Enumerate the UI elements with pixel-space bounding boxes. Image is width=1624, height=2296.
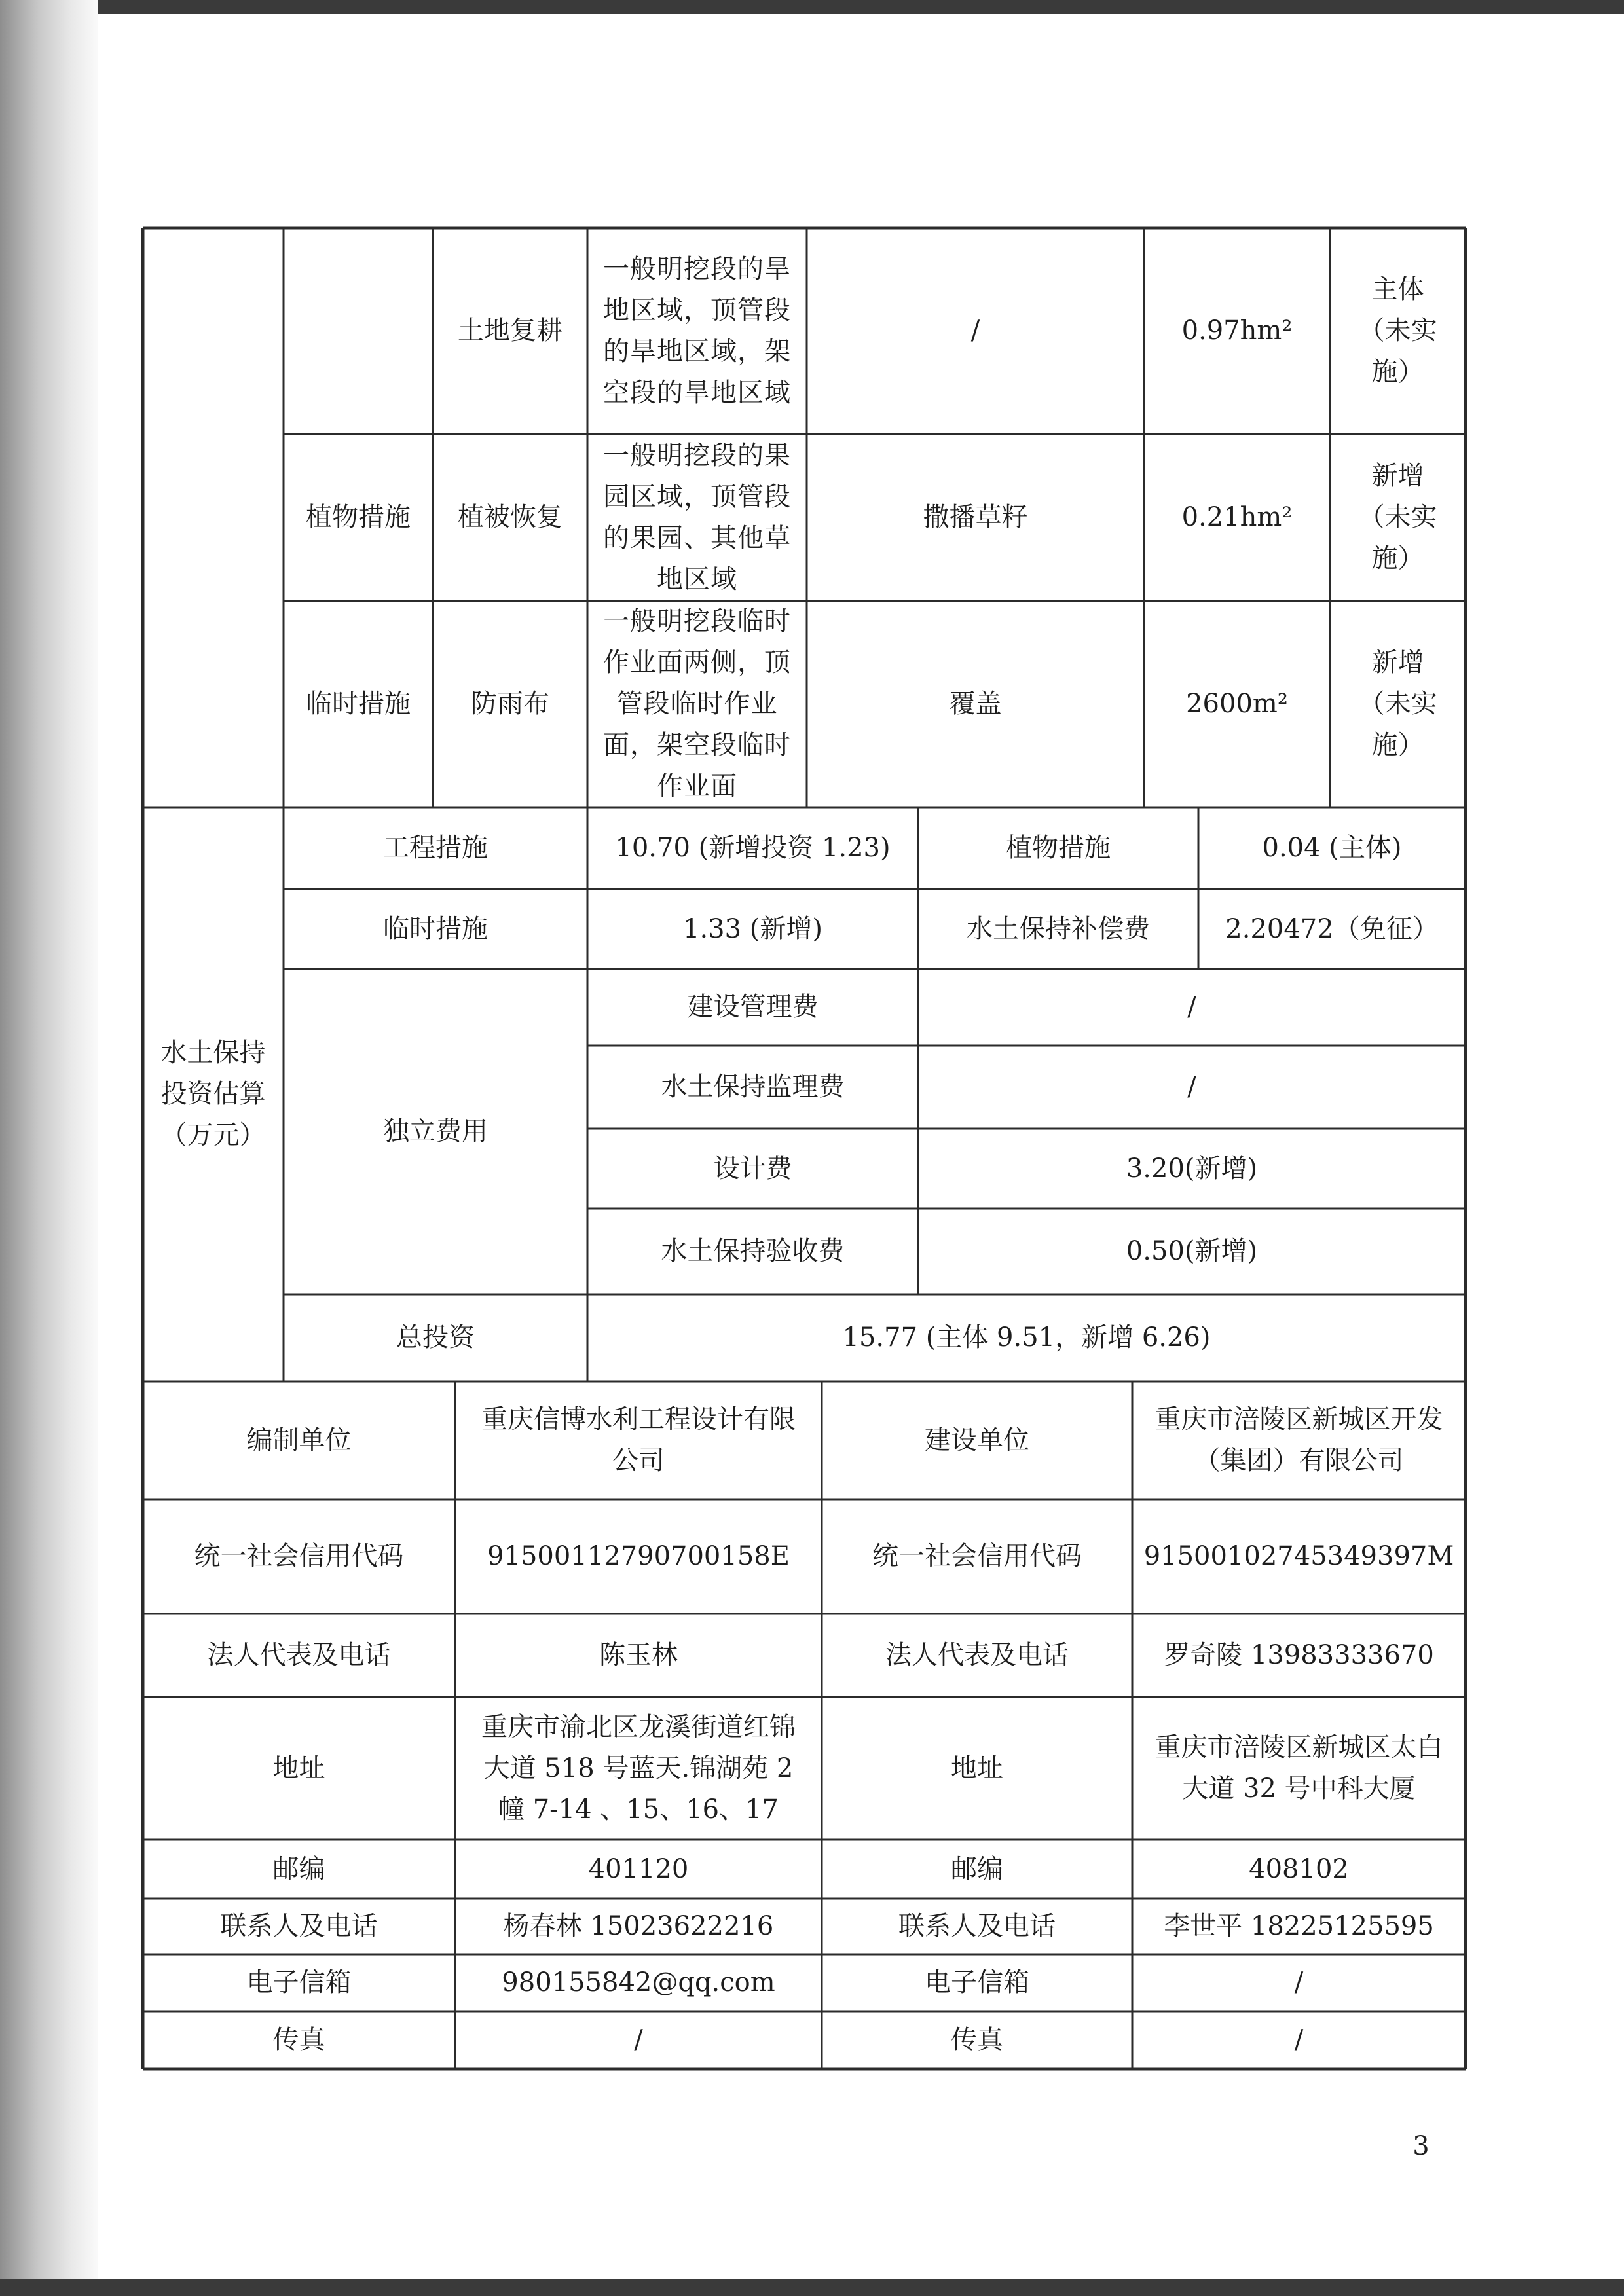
measure-status: 主体（未实施）: [1358, 274, 1437, 387]
measure-name: 植被恢复: [458, 502, 563, 532]
measure-category: 植物措施: [306, 502, 411, 532]
measure-quantity: 0.97hm²: [1181, 316, 1293, 346]
unit-row-label-right: 传真: [951, 2024, 1003, 2055]
unit-row-value-right: 91500102745349397M: [1143, 1541, 1454, 1571]
temporary-label: 临时措施: [383, 913, 488, 944]
unit-row-label-left: 电子信箱: [246, 1967, 352, 1997]
measure-status: 新增（未实施）: [1358, 647, 1437, 760]
unit-row-value-right: /: [1294, 2024, 1304, 2055]
independent-item-value: /: [1187, 992, 1196, 1022]
independent-item-value: 3.20(新增): [1126, 1153, 1258, 1184]
total-label: 总投资: [396, 1322, 475, 1353]
unit-row-value-left: 陈玉林: [599, 1640, 678, 1670]
measure-status: 新增（未实施）: [1358, 461, 1437, 574]
measure-quantity: 2600m²: [1186, 689, 1288, 719]
unit-row-label-left: 地址: [272, 1753, 325, 1783]
unit-row-label-right: 法人代表及电话: [885, 1640, 1069, 1670]
unit-row-label-left: 法人代表及电话: [207, 1640, 391, 1670]
unit-row-value-left: /: [634, 2024, 643, 2055]
unit-row-value-right: 李世平 18225125595: [1164, 1911, 1434, 1941]
plant-label: 植物措施: [1006, 833, 1111, 863]
unit-row-value-right: 罗奇陵 13983333670: [1164, 1640, 1434, 1670]
measure-category: [284, 228, 433, 434]
independent-item-label: 水土保持监理费: [661, 1072, 845, 1102]
measure-location: 一般明挖段的果园区域，顶管段的果园、其他草地区域: [603, 440, 791, 594]
engineering-label: 工程措施: [383, 833, 488, 863]
independent-item-value: 0.50(新增): [1126, 1236, 1258, 1266]
page-number: 3: [1412, 2131, 1430, 2161]
unit-row-value-left: 91500112790700158E: [487, 1541, 790, 1571]
unit-row-value-left: 980155842@qq.com: [502, 1967, 775, 1997]
measure-category: 临时措施: [306, 689, 411, 719]
measure-name: 防雨布: [471, 689, 549, 719]
unit-row-label-right: 地址: [951, 1753, 1003, 1783]
total-value: 15.77 (主体 9.51，新增 6.26): [842, 1322, 1211, 1353]
measure-method: /: [970, 316, 980, 346]
unit-row-label-right: 邮编: [951, 1853, 1003, 1884]
engineering-value: 10.70 (新增投资 1.23): [615, 833, 891, 863]
unit-row-label-left: 邮编: [272, 1853, 325, 1884]
unit-row-label-left: 联系人及电话: [220, 1911, 378, 1941]
plant-value: 0.04 (主体): [1262, 833, 1402, 863]
measure-location: 一般明挖段临时作业面两侧，顶管段临时作业面，架空段临时作业面: [603, 606, 791, 801]
measure-name: 土地复耕: [458, 316, 563, 346]
compensation-label: 水土保持补偿费: [967, 913, 1150, 944]
independent-item-label: 水土保持验收费: [661, 1236, 845, 1266]
unit-row-value-left: 杨春林 15023622216: [503, 1911, 774, 1941]
unit-row-value-left: 重庆市渝北区龙溪街道红锦大道 518 号蓝天.锦湖苑 2 幢 7-14 、15、16、17: [481, 1711, 796, 1825]
builder-label: 建设单位: [925, 1425, 1029, 1455]
compiler-label: 编制单位: [246, 1425, 352, 1455]
independent-label: 独立费用: [383, 1116, 488, 1146]
unit-row-label-right: 统一社会信用代码: [872, 1541, 1082, 1571]
compensation-value: 2.20472（免征）: [1225, 913, 1439, 944]
measure-location: 一般明挖段的旱地区域，顶管段的旱地区域，架空段的旱地区域: [603, 253, 791, 408]
unit-row-label-right: 电子信箱: [925, 1967, 1029, 1997]
unit-row-value-left: 401120: [588, 1853, 689, 1884]
measure-method: 撒播草籽: [923, 502, 1028, 532]
compiler-value: 重庆信博水利工程设计有限公司: [481, 1404, 796, 1476]
independent-item-label: 设计费: [713, 1153, 792, 1184]
independent-item-label: 建设管理费: [687, 992, 819, 1022]
builder-value: 重庆市涪陵区新城区开发（集团）有限公司: [1154, 1404, 1443, 1476]
unit-row-label-left: 统一社会信用代码: [194, 1541, 404, 1571]
independent-item-value: /: [1187, 1072, 1196, 1102]
investment-section-label: 水土保持投资估算（万元）: [160, 1038, 266, 1150]
unit-row-value-right: 408102: [1249, 1853, 1349, 1884]
unit-row-label-left: 传真: [272, 2024, 325, 2055]
unit-row-value-right: /: [1294, 1967, 1304, 1997]
unit-row-label-right: 联系人及电话: [898, 1911, 1056, 1941]
measure-quantity: 0.21hm²: [1181, 502, 1293, 532]
temporary-value: 1.33 (新增): [683, 913, 822, 944]
measure-method: 覆盖: [949, 689, 1002, 719]
unit-row-value-right: 重庆市涪陵区新城区太白大道 32 号中科大厦: [1154, 1732, 1443, 1804]
